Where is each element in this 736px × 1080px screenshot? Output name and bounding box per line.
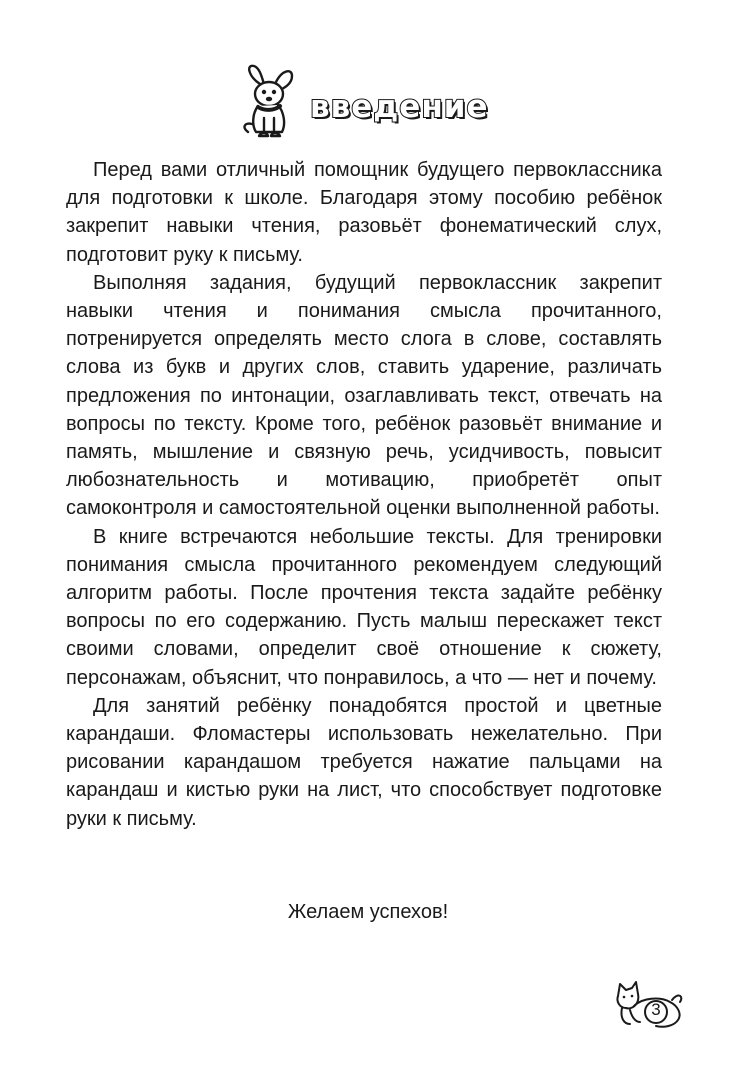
section-header: [238, 62, 489, 142]
closing-wish: Желаем успехов!: [287, 901, 449, 923]
paragraph: Перед вами отличный помощник будущего первоклассника для подготовки к школе. Благодаря этому пособию ребёнок закрепит навыки чтения, разовьёт фонематический слух, подготовит руку к письму.: [66, 159, 662, 266]
intro-text: [66, 156, 662, 833]
paragraph: Для занятий ребёнку понадобятся простой и цветные карандаши. Фломастеры использовать нежелательно. При рисовании карандашом требуется нажатие пальцами на карандаш и кистью руки на лист, что способствует подготовке руки к письму.: [66, 694, 662, 830]
dog-icon: [238, 62, 298, 142]
section-title: введение: [310, 89, 489, 125]
page-number: 3: [651, 1000, 661, 1019]
paragraph: Выполняя задания, будущий первоклассник закрепит навыки чтения и понимания смысла прочитанного, потренируется определять место слога в слове, составлять слова из букв и других слов, ставить ударение, различать предложения по интонации, озаглавливать текст, отвечать на вопросы по тексту. Кроме того, ребёнок разовьёт внимание и память, мышление и связную речь, усидчивость, повысит любознательность и мотивацию, приобретёт опыт самоконтроля и самостоятельной оценки выполненной работы.: [66, 271, 662, 520]
paragraph: В книге встречаются небольшие тексты. Для тренировки понимания смысла прочитанного рекомендуем следующий алгоритм работы. После прочтения текста задайте ребёнку вопросы по его содержанию. Пусть малыш перескажет текст своими словами, определит своё отношение к сюжету, персонажам, объяснит, что понравилось, а что — нет и почему.: [66, 525, 662, 689]
